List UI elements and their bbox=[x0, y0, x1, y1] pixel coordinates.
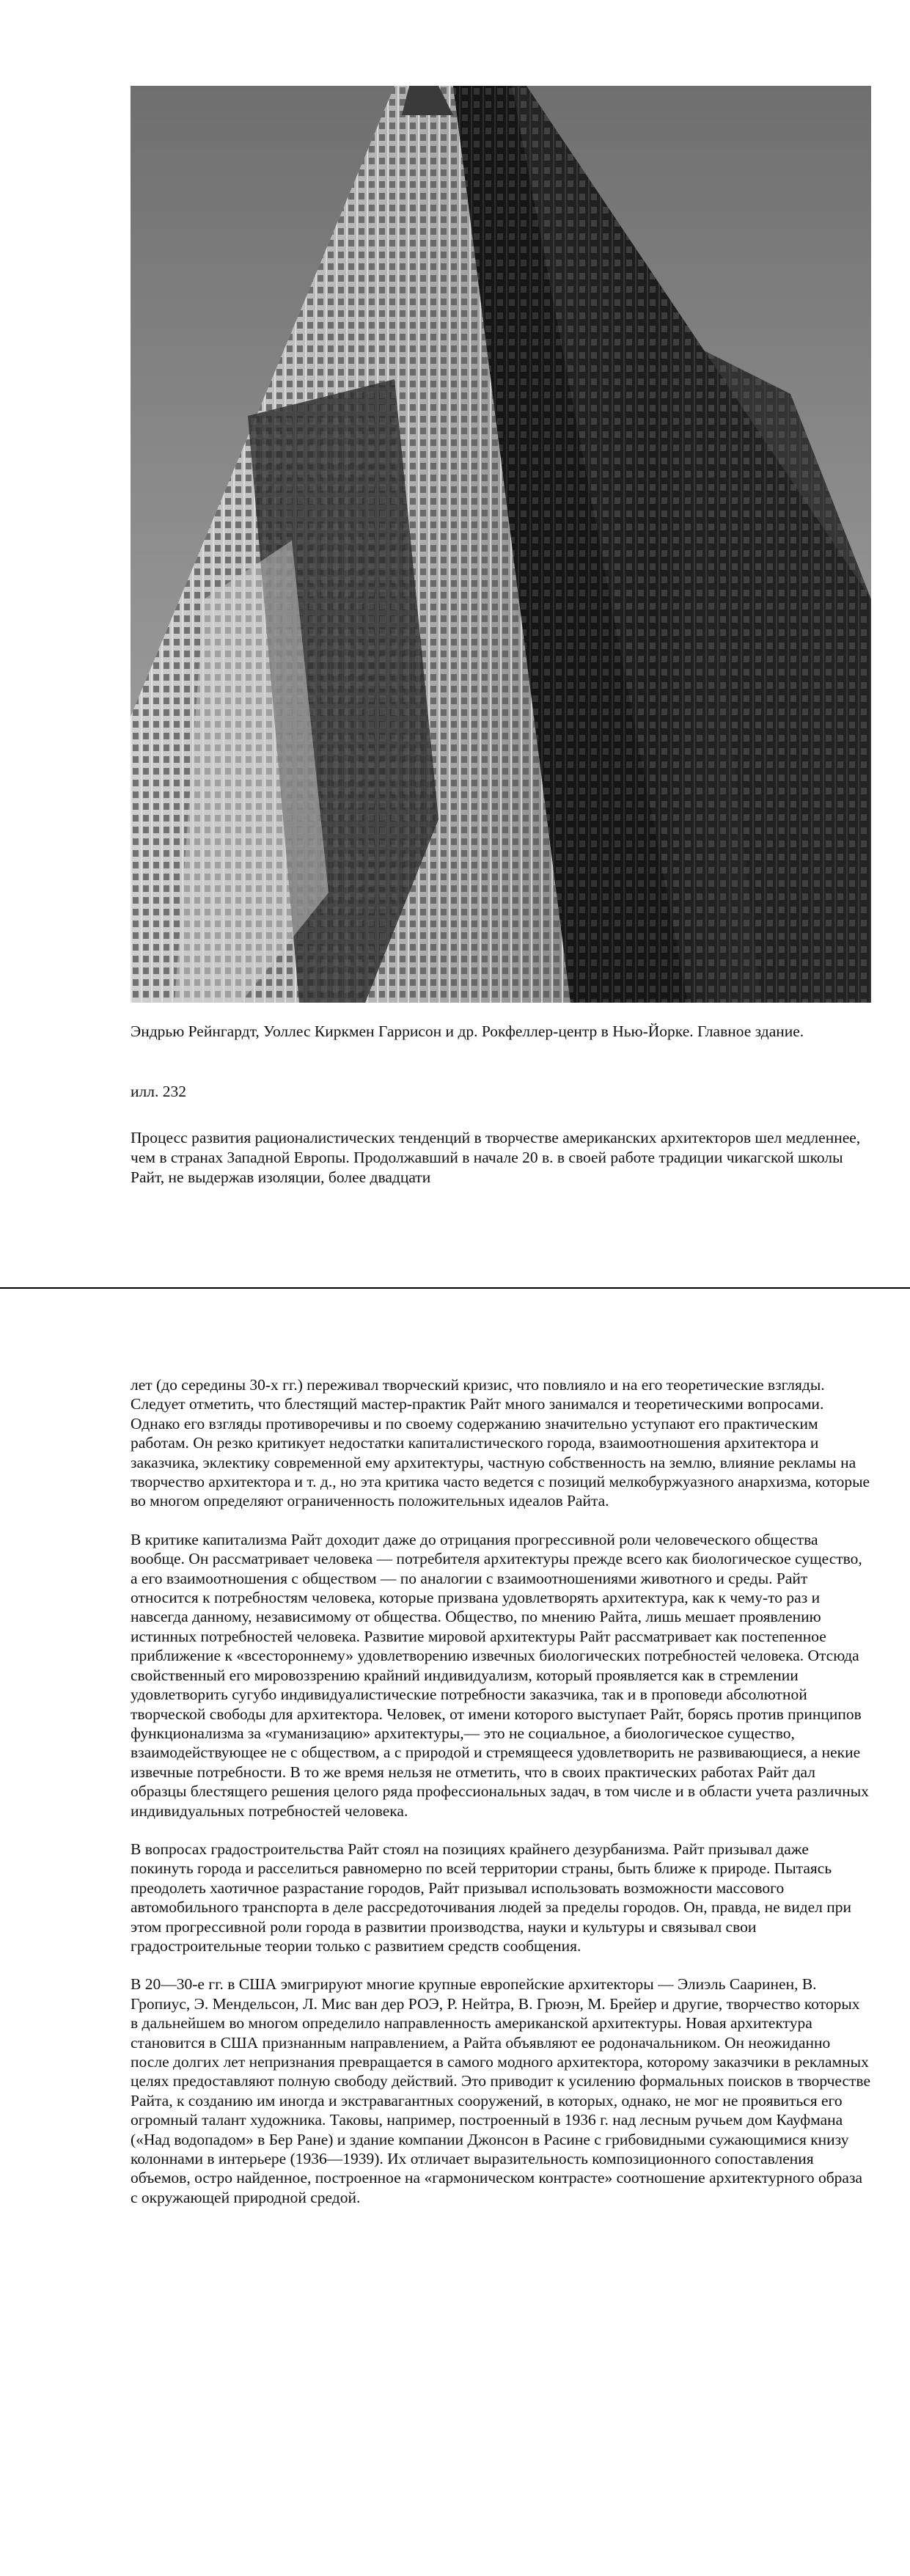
body-paragraph: В вопросах градостроительства Райт стоял на позициях крайнего дезурбанизма. Райт призывал даже покинуть города и расселиться равномерно по всей территории страны, быть ближе к природе. Пытаясь преодолеть хаотичное разрастание городов, Райт призывал использовать возможности массового автомобильного транспорта в деле рассредоточивания людей за пределы городов. Он, правда, не видел при этом прогрессивной роли города в развитии производства, науки и культуры и связывал свои градостроительные теории только с развитием средств сообщения. bbox=[131, 1840, 852, 1955]
figure-caption: Эндрью Рейнгардт, Уоллес Киркмен Гаррисон и др. Рокфеллер-центр в Нью-Йорке. Главное здание. bbox=[131, 1022, 804, 1040]
body-paragraph: лет (до середины 30-х гг.) переживал творческий кризис, что повлияло и на его теоретические взгляды. Следует отметить, что блестящий мастер-практик Райт много занимался и теоретическими вопросами. Однако его взгляды противоречивы и по своему содержанию значительно уступают его практическим работам. Он резко критикует недостатки капиталистического города, взаимоотношения архитектора и заказчика, эклектику современной ему архитектуры, частную собственность на землю, влияние рекламы на творчество архитектора и т. д., но эта критика часто ведется с позиций мелкобуржуазного анархизма, которые во многом определяют ограниченность положительных идеалов Райта. bbox=[131, 1376, 870, 1510]
page-2 bbox=[0, 1289, 910, 2576]
text-block bbox=[131, 1375, 871, 2226]
body-paragraph: Процесс развития рационалистических тенденций в творчестве американских архитекторов шел медленнее, чем в странах Западной Европы. Продолжавший в начале 20 в. в своей работе традиции чикагской школы Райт, не выдержав изоляции, более двадцати bbox=[131, 1129, 861, 1186]
body-paragraph: В 20—30-е гг. в США эмигрируют многие крупные европейские архитекторы — Элиэль Сааринен, В. Гропиус, Э. Мендельсон, Л. Мис ван дер РОЭ, Р. Нейтра, В. Грюэн, М. Брейер и другие, творчество которых в дальнейшем во многом определило направленность американской архитектуры. Новая архитектура становится в США признанным направлением, а Райта объявляют ее родоначальником. Он неожиданно после долгих лет непризнания превращается в самого модного архитектора, которому заказчики в рекламных целях предоставляют полную свободу действий. Это приводит к усилению формальных поисков в творчестве Райта, к созданию им иногда и экстравагантных сооружений, в которых, однако, не мог не проявиться его огромный талант художника. Таковы, например, построенный в 1936 г. над лесным ручьем дом Кауфмана («Над водопадом» в Бер Ране) и здание компании Джонсон в Расине с грибовидными сужающимися книзу колоннами в интерьере (1936—1939). Их отличает выразительность композиционного сопоставления объемов, остро найденное, построенное на «гармоническом контрасте» соотношение архитектурного образа с окружающей природной средой. bbox=[131, 1975, 870, 2206]
page-1 bbox=[0, 0, 910, 1287]
rockefeller-center-photo bbox=[131, 86, 871, 1003]
body-paragraph: В критике капитализма Райт доходит даже до отрицания прогрессивной роли человеческого общества вообще. Он рассматривает человека — потребителя архитектуры прежде всего как биологическое существо, а его взаимоотношения с обществом — по аналогии с взаимоотношениями животного и среды. Райт относится к потребностям человека, которые призвана удовлетворять архитектура, как к чему-то раз и навсегда данному, независимому от общества. Общество, по мнению Райта, лишь мешает проявлению истинных потребностей человека. Развитие мировой архитектуры Райт рассматривает как постепенное приближение к «всестороннему» удовлетворению извечных биологических потребностей человека. Отсюда свойственный его мировоззрению крайний индивидуализм, который проявляется как в стремлении удовлетворить сугубо индивидуалистические потребности заказчика, так и в проповеди абсолютной творческой свободы для архитектора. Человек, от имени которого выступает Райт, борясь против принципов функционализма за «гуманизацию» архитектуры,— это не социальное, а биологическое существо, взаимодействующее не с обществом, а с природой и стремящееся удовлетворить не развивающиеся, а некие извечные потребности. В то же время нельзя не отметить, что в своих практических работах Райт дал образцы блестящего решения целого ряда профессиональных задач, в том числе и в области учета различных индивидуальных потребностей человека. bbox=[131, 1530, 869, 1820]
illustration-number: илл. 232 bbox=[131, 1083, 186, 1100]
